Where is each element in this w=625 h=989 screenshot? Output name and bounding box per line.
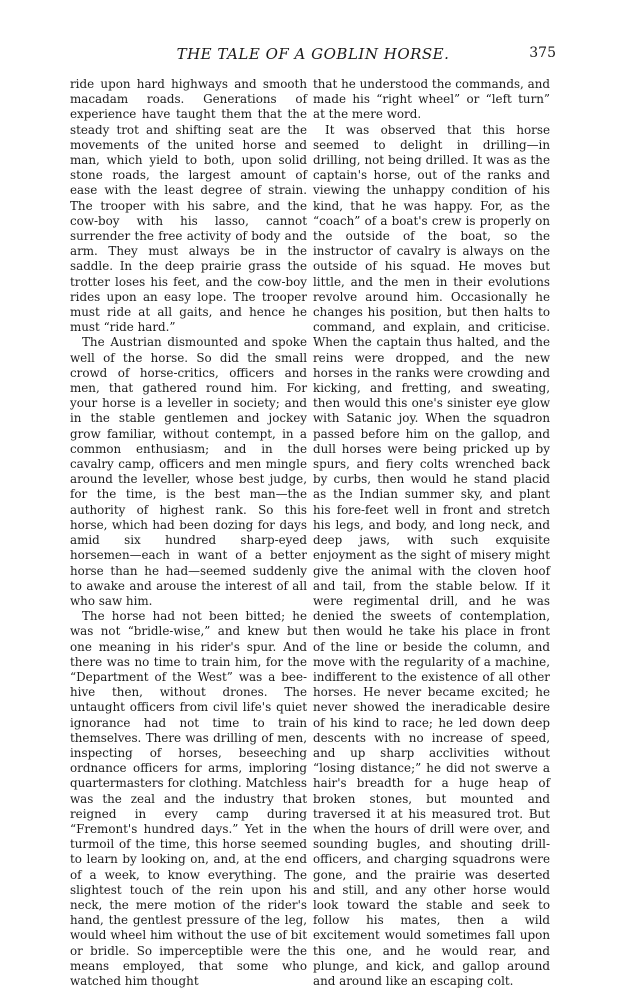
paragraph: that he understood the commands, and made his “right wheel” or “left turn” at the mere word. — [313, 77, 550, 122]
right-column — [313, 77, 550, 989]
page-number: 375 — [529, 45, 556, 61]
running-title: THE TALE OF A GOBLIN HORSE. — [176, 45, 450, 63]
paragraph: The Austrian dismounted and spoke well of the horse. So did the small crowd of horse-critics, officers and men, that gathered round him. For your horse is a leveller in society; and in the stable gentlemen and jockey grow familiar, without contempt, in a common enthusiasm; and in the cavalry camp, officers and men mingle around the leveller, whose best judge, for the time, is the best man—the authority of highest rank. So this horse, which had been dozing for days amid six hundred sharp-eyed horsemen—each in want of a better horse than he had—seemed suddenly to awake and arouse the interest of all who saw him. — [70, 335, 307, 608]
paragraph: ride upon hard highways and smooth macadam roads. Generations of experience have taught them that the steady trot and shifting seat are the movements of the united horse and man, which yield to both, upon solid stone roads, the largest amount of ease with the least degree of strain. The trooper with his sabre, and the cow-boy with his lasso, cannot surrender the free activity of body and arm. They must always be in the saddle. In the deep prairie grass the trotter loses his feet, and the cow-boy rides upon an easy lope. The trooper must ride at all gaits, and hence he must “ride hard.” — [70, 77, 307, 335]
page-header — [70, 45, 556, 67]
left-column — [70, 77, 307, 989]
paragraph: It was observed that this horse seemed to delight in drilling—in drilling, not being drilled. It was as the captain's horse, out of the ranks and viewing the unhappy condition of his kind, that he was happy. For, as the “coach” of a boat's crew is properly on the outside of the boat, so the instructor of cavalry is always on the outside of his squad. He moves but little, and the men in their evolutions revolve around him. Occasionally he changes his position, but then halts to command, and explain, and criticise. When the captain thus halted, and the reins were dropped, and the new horses in the ranks were crowding and kicking, and fretting, and sweating, then would this one's sinister eye glow with Satanic joy. When the squadron passed before him on the gallop, and dull horses were being pricked up by spurs, and fiery colts wrenched back by curbs, then would he stand placid as the Indian summer sky, and plant his fore-feet well in front and stretch his legs, and body, and long neck, and deep jaws, with such exquisite enjoyment as the sight of misery might give the animal with the cloven hoof and tail, from the stable below. If it were regimental drill, and he was denied the sweets of contemplation, then would he take his place in front of the line or beside the column, and move with the regularity of a machine, indifferent to the existence of all other horses. He never became excited; he never showed the ineradicable desire of his kind to race; he led down deep descents with no increase of speed, and up sharp acclivities without “losing distance;” he did not swerve a hair's breadth for a huge heap of broken stones, but mounted and traversed it at his measured trot. But when the hours of drill were over, and sounding bugles, and shouting drill-officers, and charging squadrons were gone, and the prairie was deserted and still, and any other horse would look toward the stable and seek to follow his mates, then a wild excitement would sometimes fall upon this one, and he would rear, and plunge, and kick, and gallop around and around like an escaping colt. — [313, 122, 550, 988]
paragraph: The horse had not been bitted; he was not “bridle-wise,” and knew but one meaning in his rider's spur. And there was no time to train him, for the “Department of the West” was a bee-hive then, without drones. The untaught officers from civil life's quiet ignorance had not time to train themselves. There was drilling of men, inspecting of horses, beseeching ordnance officers for arms, imploring quartermasters for clothing. Matchless was the zeal and the industry that reigned in every camp during “Fremont's hundred days.” Yet in the turmoil of the time, this horse seemed to learn by looking on, and, at the end of a week, to know everything. The slightest touch of the rein upon his neck, the mere motion of the rider's hand, the gentlest pressure of the leg, would wheel him without the use of bit or bridle. So imperceptible were the means employed, that some who watched him thought — [70, 609, 307, 988]
